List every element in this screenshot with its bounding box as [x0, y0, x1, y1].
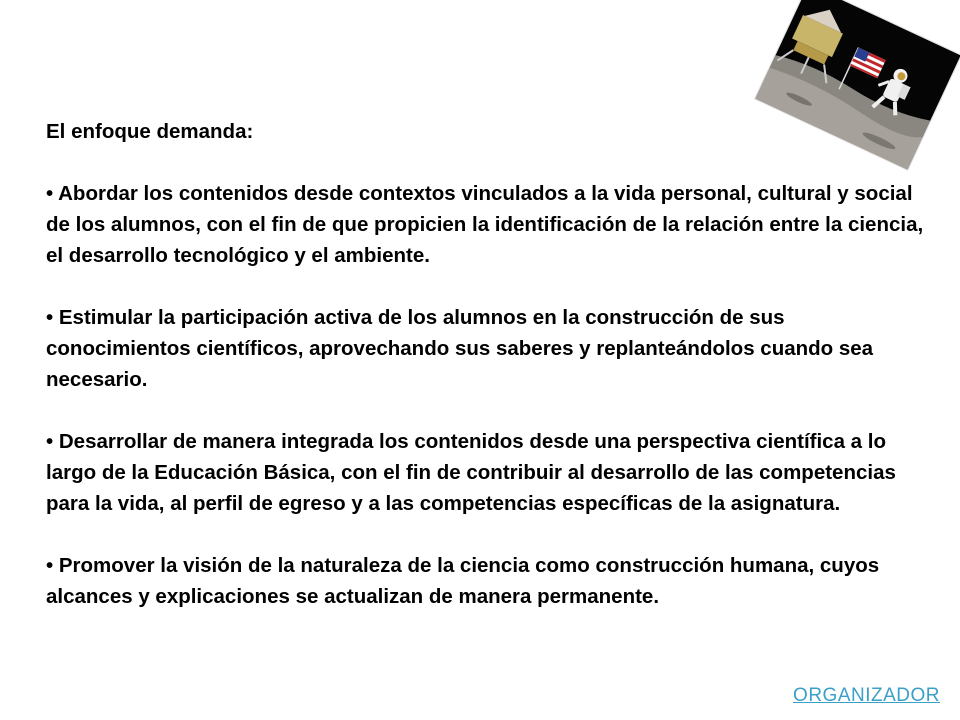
slide-content: [46, 116, 926, 612]
bullet-item-1: • Abordar los contenidos desde contextos vinculados a la vida personal, cultural y social de los alumnos, con el fin de que propicien la identificación de la relación entre la ciencia, el desarrollo tecnológico y el ambiente.: [46, 182, 924, 267]
bullet-item-2: • Estimular la participación activa de los alumnos en la construcción de sus conocimientos científicos, aprovechando sus saberes y replanteándolos cuando sea necesario.: [46, 306, 874, 391]
bullet-item-3: • Desarrollar de manera integrada los contenidos desde una perspectiva científica a lo largo de la Educación Básica, con el fin de contribuir al desarrollo de las competencias para la vida, al perfil de egreso y a las competencias específicas de la asignatura.: [46, 430, 896, 515]
organizador-link[interactable]: ORGANIZADOR: [793, 685, 940, 706]
bullet-item-4: • Promover la visión de la naturaleza de la ciencia como construcción humana, cuyos alcances y explicaciones se actualizan de manera permanente.: [46, 554, 880, 608]
section-heading: El enfoque demanda:: [46, 120, 254, 143]
